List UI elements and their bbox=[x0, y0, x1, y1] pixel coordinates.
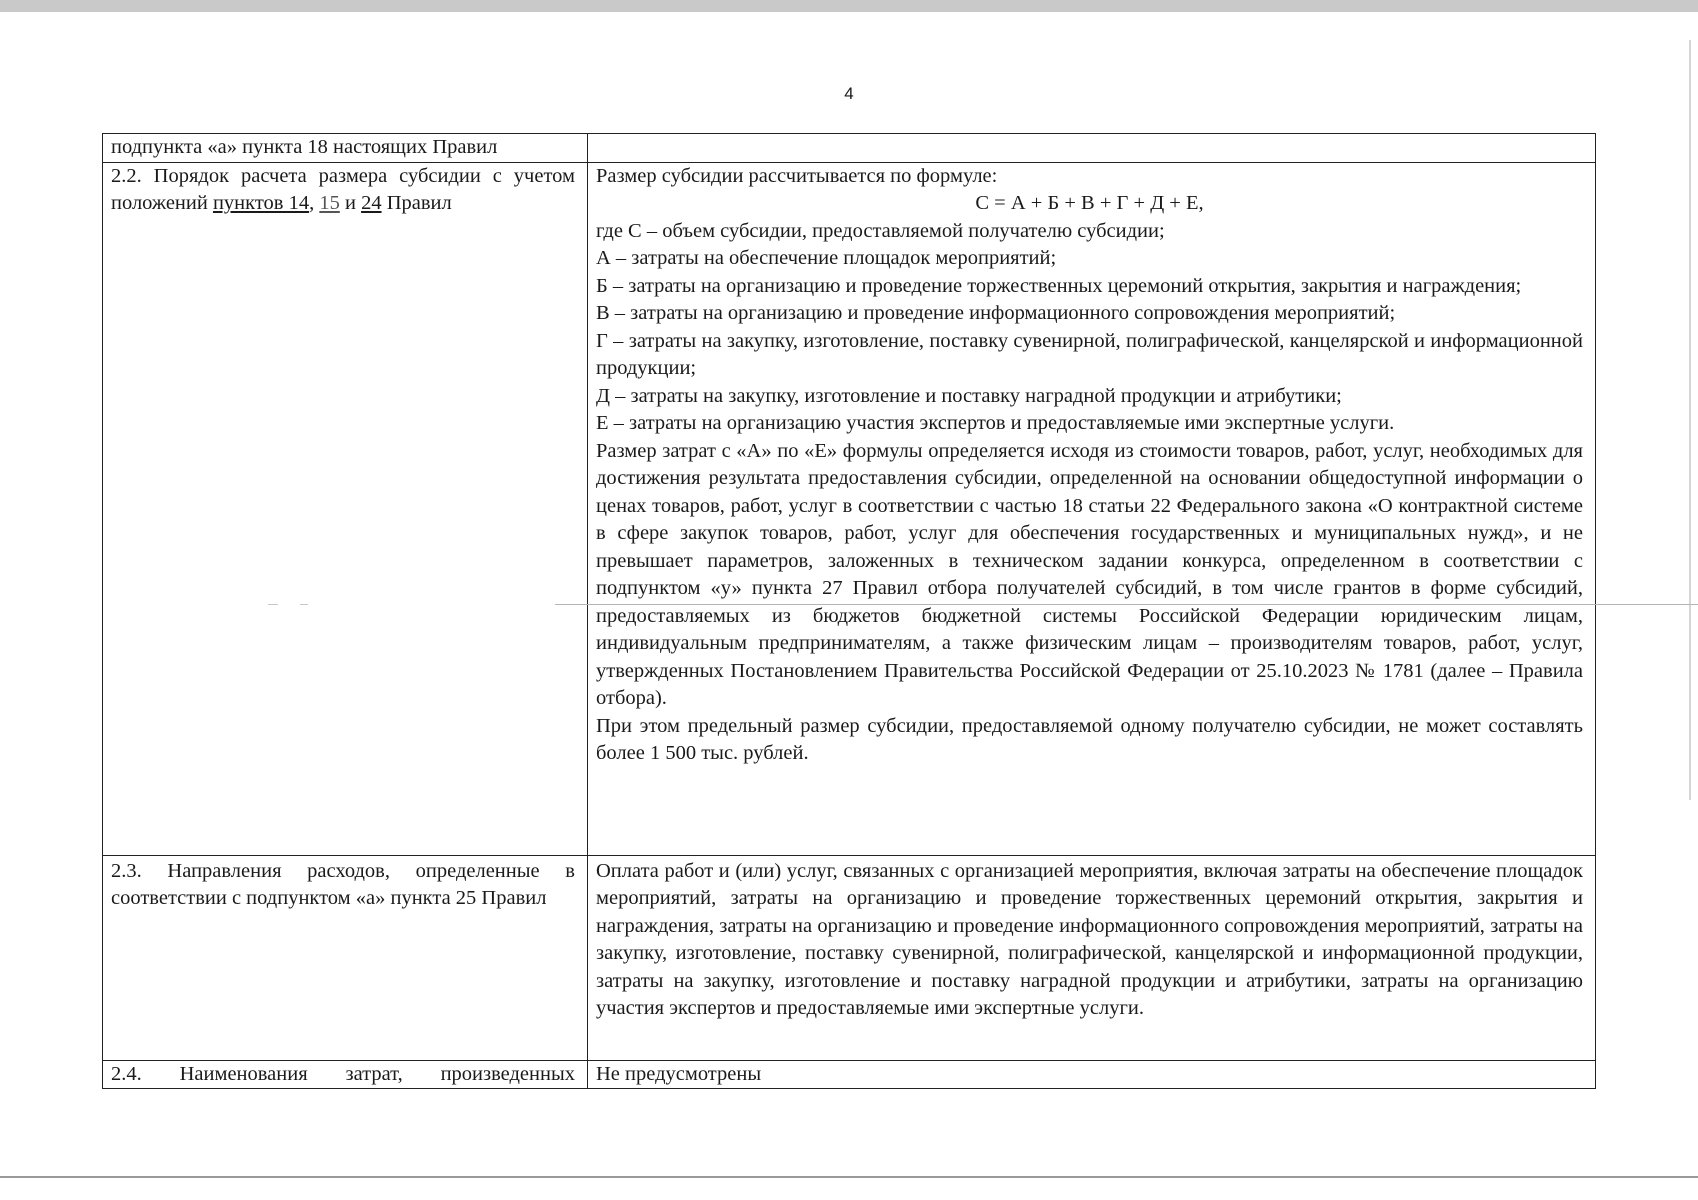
formula-item-a: А – затраты на обеспечение площадок мероприятий; bbox=[596, 247, 1057, 269]
link-punkt-14[interactable]: пунктов 14 bbox=[212, 192, 310, 214]
scan-top-band bbox=[0, 0, 1698, 12]
row-2-left-cell bbox=[103, 162, 588, 855]
row-2-left-text-end: Правил bbox=[381, 192, 452, 214]
scan-fold-line bbox=[555, 604, 1698, 605]
formula-item-v: В – затраты на организацию и проведение информационного сопровождения мероприятий; bbox=[596, 302, 1396, 324]
scan-fold-line bbox=[300, 604, 308, 605]
table-row bbox=[103, 1060, 1596, 1089]
row-1-left-cell: подпункта «а» пункта 18 настоящих Правил bbox=[103, 134, 588, 163]
row-3-left-cell: 2.3. Направления расходов, определенные в соответствии с подпунктом «а» пункта 25 Правил bbox=[103, 855, 588, 1060]
scan-fold-line bbox=[268, 604, 278, 605]
row-2-left-text-start: 2.2. Порядок расчета размера субсидии с учетом положений bbox=[111, 164, 575, 214]
regulation-table bbox=[102, 133, 1596, 1089]
page-number: 4 bbox=[844, 84, 854, 103]
row-4-left-cell: 2.4. Наименования затрат, произведенных bbox=[103, 1060, 588, 1089]
row-4-right-cell: Не предусмотрены bbox=[588, 1060, 1596, 1089]
row-1-right-cell bbox=[588, 134, 1596, 163]
separator: , bbox=[309, 192, 320, 214]
formula-item-b: Б – затраты на организацию и проведение торжественных церемоний открытия, закрытия и награждения; bbox=[596, 274, 1522, 297]
subsidy-limit-paragraph: При этом предельный размер субсидии, предоставляемой одному получателю субсидии, не может составлять более 1 500 тыс. рублей. bbox=[596, 714, 1583, 764]
table-row bbox=[103, 162, 1596, 855]
scan-bottom-rule bbox=[0, 1176, 1698, 1178]
formula: С = А + Б + В + Г + Д + Е, bbox=[975, 192, 1204, 214]
row-2-right-cell bbox=[588, 162, 1596, 855]
formula-item-e: Е – затраты на организацию участия экспертов и предоставляемые ими экспертные услуги. bbox=[596, 412, 1395, 434]
formula-item-g: Г – затраты на закупку, изготовление, поставку сувенирной, полиграфической, канцелярской и информационной продукции; bbox=[596, 329, 1583, 379]
formula-item-c: где С – объем субсидии, предоставляемой получателю субсидии; bbox=[596, 219, 1165, 242]
link-punkt-24[interactable]: 24 bbox=[361, 192, 382, 214]
formula-item-d: Д – затраты на закупку, изготовление и поставку наградной продукции и атрибутики; bbox=[596, 384, 1342, 407]
table-row bbox=[103, 855, 1596, 1060]
formula-intro: Размер субсидии рассчитывается по формуле: bbox=[596, 164, 998, 187]
cost-determination-paragraph: Размер затрат с «А» по «Е» формулы определяется исходя из стоимости товаров, работ, услуг, необходимых для достижения результата предоставления субсидии, определенной на основании общедоступной информации о ценах товаров, работ, услуг в соответствии с частью 18 статьи 22 Федерального закона «О контрактной системе в сфере закупок товаров, работ, услуг для обеспечения государственных и муниципальных нужд», и не превышает параметров, заложенных в техническом задании конкурса, определенном в соответствии с подпунктом «у» пункта 27 Правил отбора получателей субсидий, в том числе грантов в форме субсидий, предоставляемых из бюджетов бюджетной системы Российской Федерации юридическим лицам, индивидуальным предпринимателям, а также физическим лицам – производителям товаров, работ, услуг, утвержденных Постановлением Правительства Российской Федерации от 25.10.2023 № 1781 (далее – Правила отбора). bbox=[596, 439, 1583, 709]
link-punkt-15[interactable]: 15 bbox=[319, 192, 340, 214]
row-3-right-cell: Оплата работ и (или) услуг, связанных с организацией мероприятия, включая затраты на обеспечение площадок мероприятий, затраты на организацию и проведение торжественных церемоний открытия, закрытия и награждения, затраты на организацию и проведение информационного сопровождения мероприятий, затраты на закупку, изготовление, поставку сувенирной, полиграфической, канцелярской и информационной продукции, затраты на закупку, изготовление и поставку наградной продукции и атрибутики, затраты на организацию участия экспертов и предоставляемые ими экспертные услуги. bbox=[588, 855, 1596, 1060]
table-row bbox=[103, 134, 1596, 163]
separator: и bbox=[339, 192, 362, 214]
scan-edge-mark bbox=[1689, 40, 1691, 800]
